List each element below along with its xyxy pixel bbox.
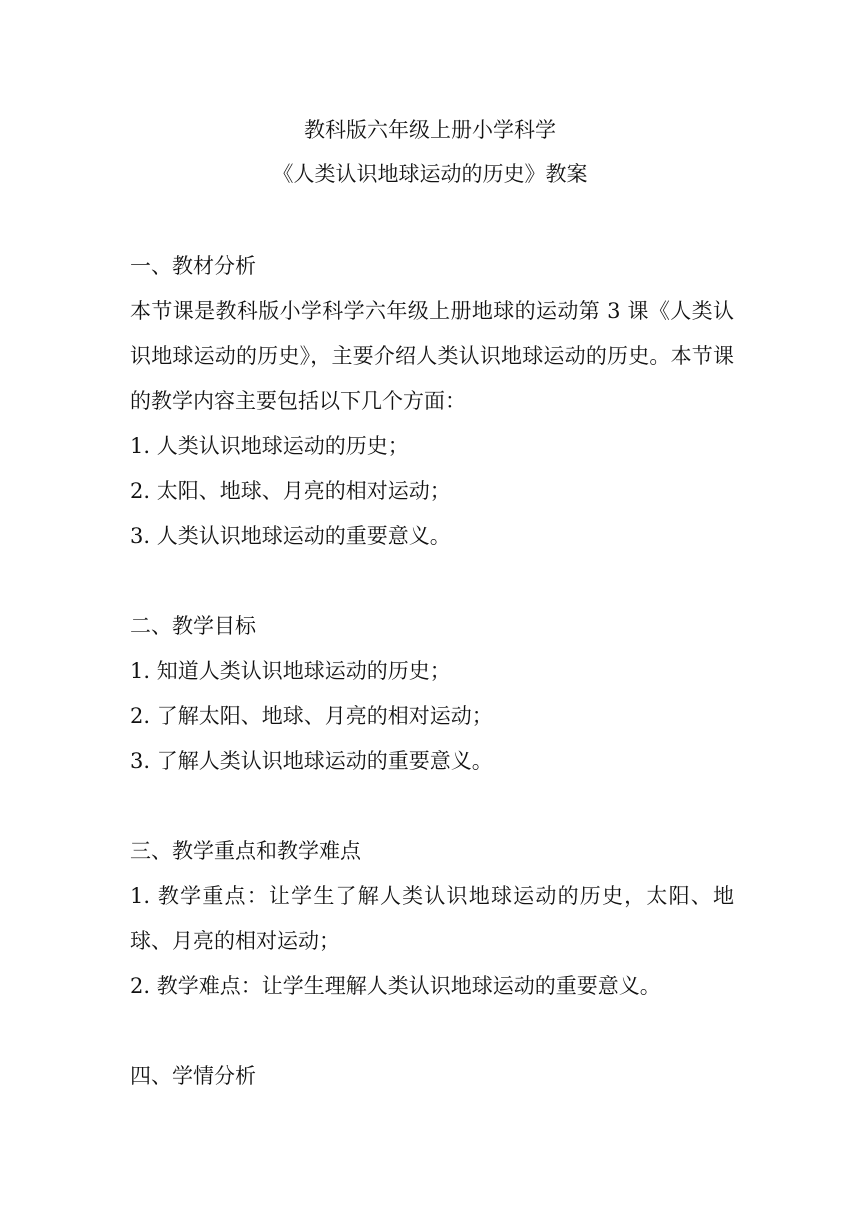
section-spacer [130, 784, 734, 829]
section-heading-textbook-analysis: 一、教材分析 [130, 254, 256, 278]
title-line-2: 《人类认识地球运动的历史》教案 [272, 162, 588, 186]
list-item: 2. 太阳、地球、月亮的相对运动； [130, 479, 451, 503]
section-heading-key-points: 三、教学重点和教学难点 [130, 839, 361, 863]
key-point-item: 1. 教学重点：让学生了解人类认识地球运动的历史，太阳、地球、月亮的相对运动； [130, 884, 734, 953]
list-item: 2. 了解太阳、地球、月亮的相对运动； [130, 704, 493, 728]
document-title [0, 108, 860, 196]
list-item: 3. 了解人类认识地球运动的重要意义。 [130, 749, 493, 773]
document-body [130, 244, 734, 1099]
section-spacer [130, 559, 734, 604]
difficulty-item: 2. 教学难点：让学生理解人类认识地球运动的重要意义。 [130, 974, 661, 998]
textbook-analysis-paragraph: 本节课是教科版小学科学六年级上册地球的运动第 3 课《人类认识地球运动的历史》，主要介绍人类认识地球运动的历史。本节课的教学内容主要包括以下几个方面： [130, 299, 734, 413]
list-item: 1. 人类认识地球运动的历史； [130, 434, 409, 458]
section-spacer [130, 1009, 734, 1054]
section-heading-teaching-goals: 二、教学目标 [130, 614, 256, 638]
section-heading-student-analysis: 四、学情分析 [130, 1064, 256, 1088]
list-item: 3. 人类认识地球运动的重要意义。 [130, 524, 451, 548]
list-item: 1. 知道人类认识地球运动的历史； [130, 659, 451, 683]
title-line-1: 教科版六年级上册小学科学 [304, 118, 556, 142]
